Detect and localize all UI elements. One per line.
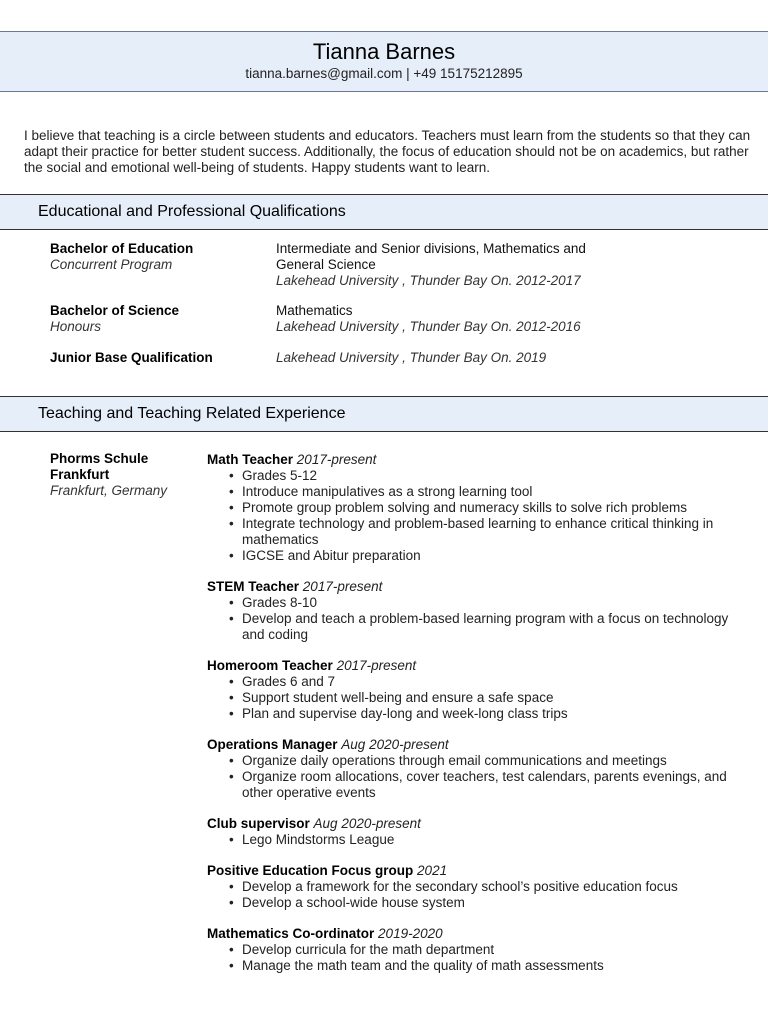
degree-subtitle: Honours bbox=[50, 319, 102, 334]
role-entry bbox=[207, 737, 752, 801]
role-dates: 2017-present bbox=[336, 658, 417, 673]
degree-field: Mathematics bbox=[276, 303, 353, 318]
role-heading bbox=[207, 816, 752, 832]
role-heading bbox=[207, 863, 752, 879]
employer-location: Frankfurt, Germany bbox=[50, 483, 168, 498]
role-bullets bbox=[207, 879, 752, 911]
role-title: Homeroom Teacher bbox=[207, 658, 333, 673]
role-bullet: • Grades 8-10 bbox=[207, 595, 752, 611]
role-bullet: • Organize daily operations through email communications and meetings bbox=[207, 753, 752, 769]
employer bbox=[50, 451, 200, 499]
role-heading bbox=[207, 926, 752, 942]
role-dates: 2021 bbox=[417, 863, 448, 878]
role-entry bbox=[207, 658, 752, 722]
degree-field: Intermediate and Senior divisions, Mathematics and General Science bbox=[276, 241, 586, 272]
candidate-name: Tianna Barnes bbox=[312, 39, 456, 64]
role-bullet: • Develop curricula for the math department bbox=[207, 942, 752, 958]
role-entry bbox=[207, 863, 752, 911]
role-bullet: • Plan and supervise day-long and week-long class trips bbox=[207, 706, 752, 722]
role-heading bbox=[207, 452, 752, 468]
degree-subtitle: Concurrent Program bbox=[50, 257, 173, 272]
role-heading bbox=[207, 658, 752, 674]
role-dates: 2017-present bbox=[302, 579, 383, 594]
role-heading bbox=[207, 579, 752, 595]
role-bullet: • Develop a school-wide house system bbox=[207, 895, 752, 911]
role-bullets bbox=[207, 595, 752, 643]
role-title: Positive Education Focus group bbox=[207, 863, 414, 878]
role-bullet: • Grades 6 and 7 bbox=[207, 674, 752, 690]
role-bullet: • Grades 5-12 bbox=[207, 468, 752, 484]
employer-name: Phorms Schule Frankfurt bbox=[50, 451, 149, 482]
role-bullet: • Promote group problem solving and numeracy skills to solve rich problems bbox=[207, 500, 752, 516]
qualifications-section-header bbox=[0, 194, 768, 230]
role-entry bbox=[207, 816, 752, 848]
contact-info: tianna.barnes@gmail.com | +49 15175212895 bbox=[245, 66, 523, 81]
degree-name: Bachelor of Education bbox=[50, 241, 194, 256]
role-title: Math Teacher bbox=[207, 452, 294, 467]
degree-name: Junior Base Qualification bbox=[50, 350, 213, 365]
role-bullet: • Integrate technology and problem-based learning to enhance critical thinking in mathematics bbox=[207, 516, 752, 548]
role-entry bbox=[207, 452, 752, 564]
degree-institution: Lakehead University , Thunder Bay On. 2019 bbox=[276, 350, 547, 365]
teaching-philosophy: I believe that teaching is a circle between students and educators. Teachers must learn from the students so that they can adapt their practice for better student success. Additionally, the focus of education should not be on academics, but rather the social and emotional well-being of students. Happy students want to learn. bbox=[24, 128, 751, 175]
role-bullets bbox=[207, 674, 752, 722]
section-title: Teaching and Teaching Related Experience bbox=[38, 405, 346, 422]
section-title: Educational and Professional Qualifications bbox=[38, 203, 346, 220]
role-bullets bbox=[207, 832, 752, 848]
role-bullet: • Organize room allocations, cover teachers, test calendars, parents evenings, and other operative events bbox=[207, 769, 752, 801]
role-dates: 2017-present bbox=[296, 452, 377, 467]
degree-institution: Lakehead University , Thunder Bay On. 2012-2017 bbox=[276, 273, 581, 288]
experience-section-header bbox=[0, 396, 768, 432]
role-bullet: • Lego Mindstorms League bbox=[207, 832, 752, 848]
role-bullet: • IGCSE and Abitur preparation bbox=[207, 548, 752, 564]
role-bullet: • Develop a framework for the secondary school’s positive education focus bbox=[207, 879, 752, 895]
role-entry bbox=[207, 926, 752, 974]
role-bullet: • Support student well-being and ensure a safe space bbox=[207, 690, 752, 706]
role-entry bbox=[207, 579, 752, 643]
resume-header bbox=[0, 31, 768, 92]
role-heading bbox=[207, 737, 752, 753]
role-bullets bbox=[207, 942, 752, 974]
roles-list bbox=[207, 452, 752, 989]
role-title: Club supervisor bbox=[207, 816, 310, 831]
role-title: Operations Manager bbox=[207, 737, 338, 752]
role-bullets bbox=[207, 753, 752, 801]
role-dates: Aug 2020-present bbox=[313, 816, 421, 831]
role-title: STEM Teacher bbox=[207, 579, 300, 594]
role-bullets bbox=[207, 468, 752, 564]
role-title: Mathematics Co-ordinator bbox=[207, 926, 375, 941]
role-dates: Aug 2020-present bbox=[341, 737, 449, 752]
degree-institution: Lakehead University , Thunder Bay On. 2012-2016 bbox=[276, 319, 581, 334]
role-dates: 2019-2020 bbox=[378, 926, 443, 941]
degree-name: Bachelor of Science bbox=[50, 303, 180, 318]
role-bullet: • Develop and teach a problem-based learning program with a focus on technology and coding bbox=[207, 611, 752, 643]
role-bullet: • Manage the math team and the quality of math assessments bbox=[207, 958, 752, 974]
role-bullet: • Introduce manipulatives as a strong learning tool bbox=[207, 484, 752, 500]
